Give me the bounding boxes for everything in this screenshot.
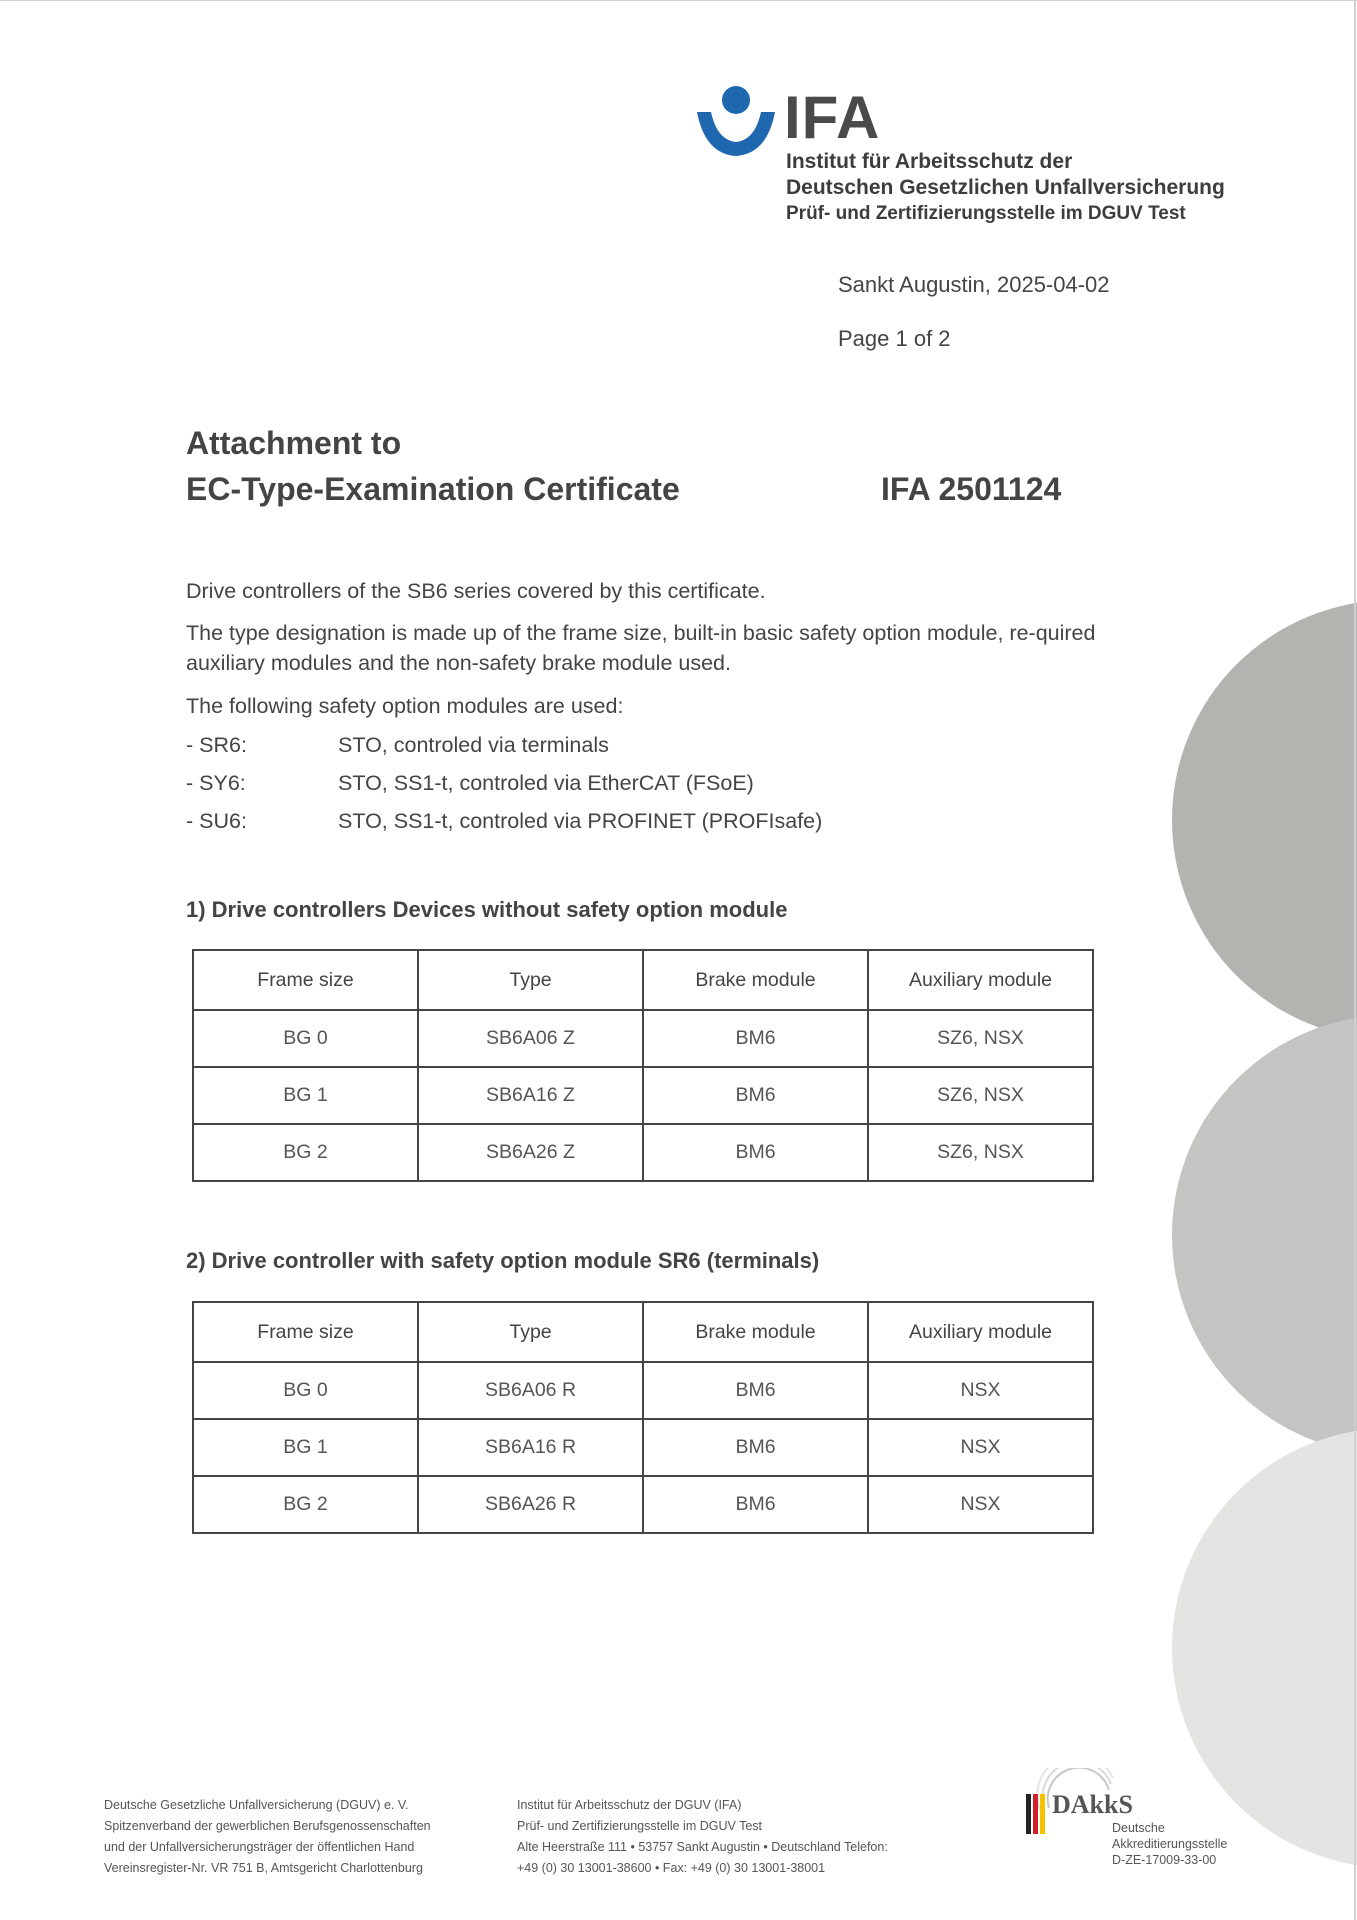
column-header: Brake module [643, 1302, 868, 1362]
page-top-edge [0, 0, 1357, 1]
table-cell: BG 1 [193, 1067, 418, 1124]
column-header: Brake module [643, 950, 868, 1010]
ifa-logo-icon [695, 84, 777, 162]
option-description: STO, SS1-t, controled via EtherCAT (FSoE) [338, 771, 754, 795]
table-cell: BM6 [643, 1124, 868, 1181]
table-cell: SZ6, NSX [868, 1124, 1093, 1181]
table-header-row [193, 950, 1093, 1010]
table-cell: NSX [868, 1476, 1093, 1533]
accreditation-number: D-ZE-17009-33-00 [1112, 1853, 1217, 1867]
table-cell: BG 2 [193, 1476, 418, 1533]
table-cell: NSX [868, 1362, 1093, 1419]
table-row [193, 1010, 1093, 1067]
option-description: STO, SS1-t, controled via PROFINET (PROFIsafe) [338, 809, 823, 833]
options-intro: The following safety option modules are used: [186, 694, 624, 718]
table-row [193, 1419, 1093, 1476]
intro-paragraph: Drive controllers of the SB6 series covered by this certificate. [186, 579, 766, 603]
column-header: Type [418, 950, 643, 1010]
document-title-line-1: Attachment to [186, 425, 402, 461]
option-description: STO, controled via terminals [338, 733, 609, 757]
table-cell: SB6A06 Z [418, 1010, 643, 1067]
footer-line: Institut für Arbeitsschutz der DGUV (IFA) [517, 1798, 742, 1812]
option-code: - SY6: [186, 771, 246, 795]
column-header: Type [418, 1302, 643, 1362]
table-row [193, 1362, 1093, 1419]
table-cell: SB6A06 R [418, 1362, 643, 1419]
table-cell: BM6 [643, 1362, 868, 1419]
document-title-line-2: EC-Type-Examination Certificate [186, 471, 680, 507]
table-cell: SB6A26 Z [418, 1124, 643, 1181]
table-row [193, 1124, 1093, 1181]
page-right-edge [1354, 0, 1356, 1920]
footer-dguv-info [104, 1795, 431, 1879]
table-cell: BM6 [643, 1067, 868, 1124]
column-header: Frame size [193, 1302, 418, 1362]
table-cell: SZ6, NSX [868, 1067, 1093, 1124]
institute-name-line-2: Deutschen Gesetzlichen Unfallversicherung [786, 176, 1225, 199]
footer-line: Prüf- und Zertifizierungsstelle im DGUV Test [517, 1819, 762, 1833]
table-row [193, 1067, 1093, 1124]
table-cell: BG 0 [193, 1010, 418, 1067]
table-cell: BM6 [643, 1010, 868, 1067]
table-cell: SZ6, NSX [868, 1010, 1093, 1067]
column-header: Frame size [193, 950, 418, 1010]
designation-paragraph: The type designation is made up of the frame size, built-in basic safety option module, re-quired auxiliary modules and the non-safety brake module used. [186, 621, 1096, 675]
accreditation-line: Akkreditierungsstelle [1112, 1837, 1228, 1851]
decorative-circle-light [1172, 1428, 1357, 1868]
accreditation-line: Deutsche [1112, 1821, 1165, 1835]
certificate-number: IFA 2501124 [881, 471, 1062, 507]
column-header: Auxiliary module [868, 950, 1093, 1010]
table-cell: SB6A16 Z [418, 1067, 643, 1124]
dakks-wordmark: DAkkS [1052, 1790, 1133, 1819]
footer-ifa-contact [517, 1795, 888, 1879]
table-cell: NSX [868, 1419, 1093, 1476]
devices-with-sr6-table [192, 1301, 1094, 1534]
table-cell: BG 0 [193, 1362, 418, 1419]
page-number: Page 1 of 2 [838, 326, 951, 351]
table-header-row [193, 1302, 1093, 1362]
logo-wordmark: IFA [784, 84, 881, 151]
footer-line: Spitzenverband der gewerblichen Berufsgenossenschaften [104, 1819, 431, 1833]
table-cell: BM6 [643, 1476, 868, 1533]
institute-name-line-1: Institut für Arbeitsschutz der [786, 150, 1073, 173]
decorative-circle-dark [1172, 600, 1357, 1040]
table-cell: BG 1 [193, 1419, 418, 1476]
section-2-heading: 2) Drive controller with safety option module SR6 (terminals) [186, 1248, 820, 1273]
section-1-heading: 1) Drive controllers Devices without safety option module [186, 897, 788, 922]
option-item [186, 768, 754, 798]
place-and-date: Sankt Augustin, 2025-04-02 [838, 272, 1110, 297]
footer-line: Deutsche Gesetzliche Unfallversicherung (DGUV) e. V. [104, 1798, 409, 1812]
institute-name-line-3: Prüf- und Zertifizierungsstelle im DGUV Test [786, 203, 1186, 224]
accreditation-info [1112, 1820, 1227, 1868]
option-code: - SU6: [186, 809, 247, 833]
table-row [193, 1476, 1093, 1533]
option-item [186, 806, 822, 836]
footer-line: und der Unfallversicherungsträger der öffentlichen Hand [104, 1840, 415, 1854]
table-cell: BM6 [643, 1419, 868, 1476]
option-item [186, 730, 609, 760]
decorative-circle-medium [1172, 1015, 1357, 1455]
table-cell: BG 2 [193, 1124, 418, 1181]
footer-line: Vereinsregister-Nr. VR 751 B, Amtsgericht Charlottenburg [104, 1861, 423, 1875]
table-cell: SB6A26 R [418, 1476, 643, 1533]
column-header: Auxiliary module [868, 1302, 1093, 1362]
table-cell: SB6A16 R [418, 1419, 643, 1476]
footer-line: +49 (0) 30 13001-38600 • Fax: +49 (0) 30 13001-38001 [517, 1861, 826, 1875]
footer-line: Alte Heerstraße 111 • 53757 Sankt Augustin • Deutschland Telefon: [517, 1840, 888, 1854]
option-code: - SR6: [186, 733, 247, 757]
devices-without-safety-table [192, 949, 1094, 1182]
